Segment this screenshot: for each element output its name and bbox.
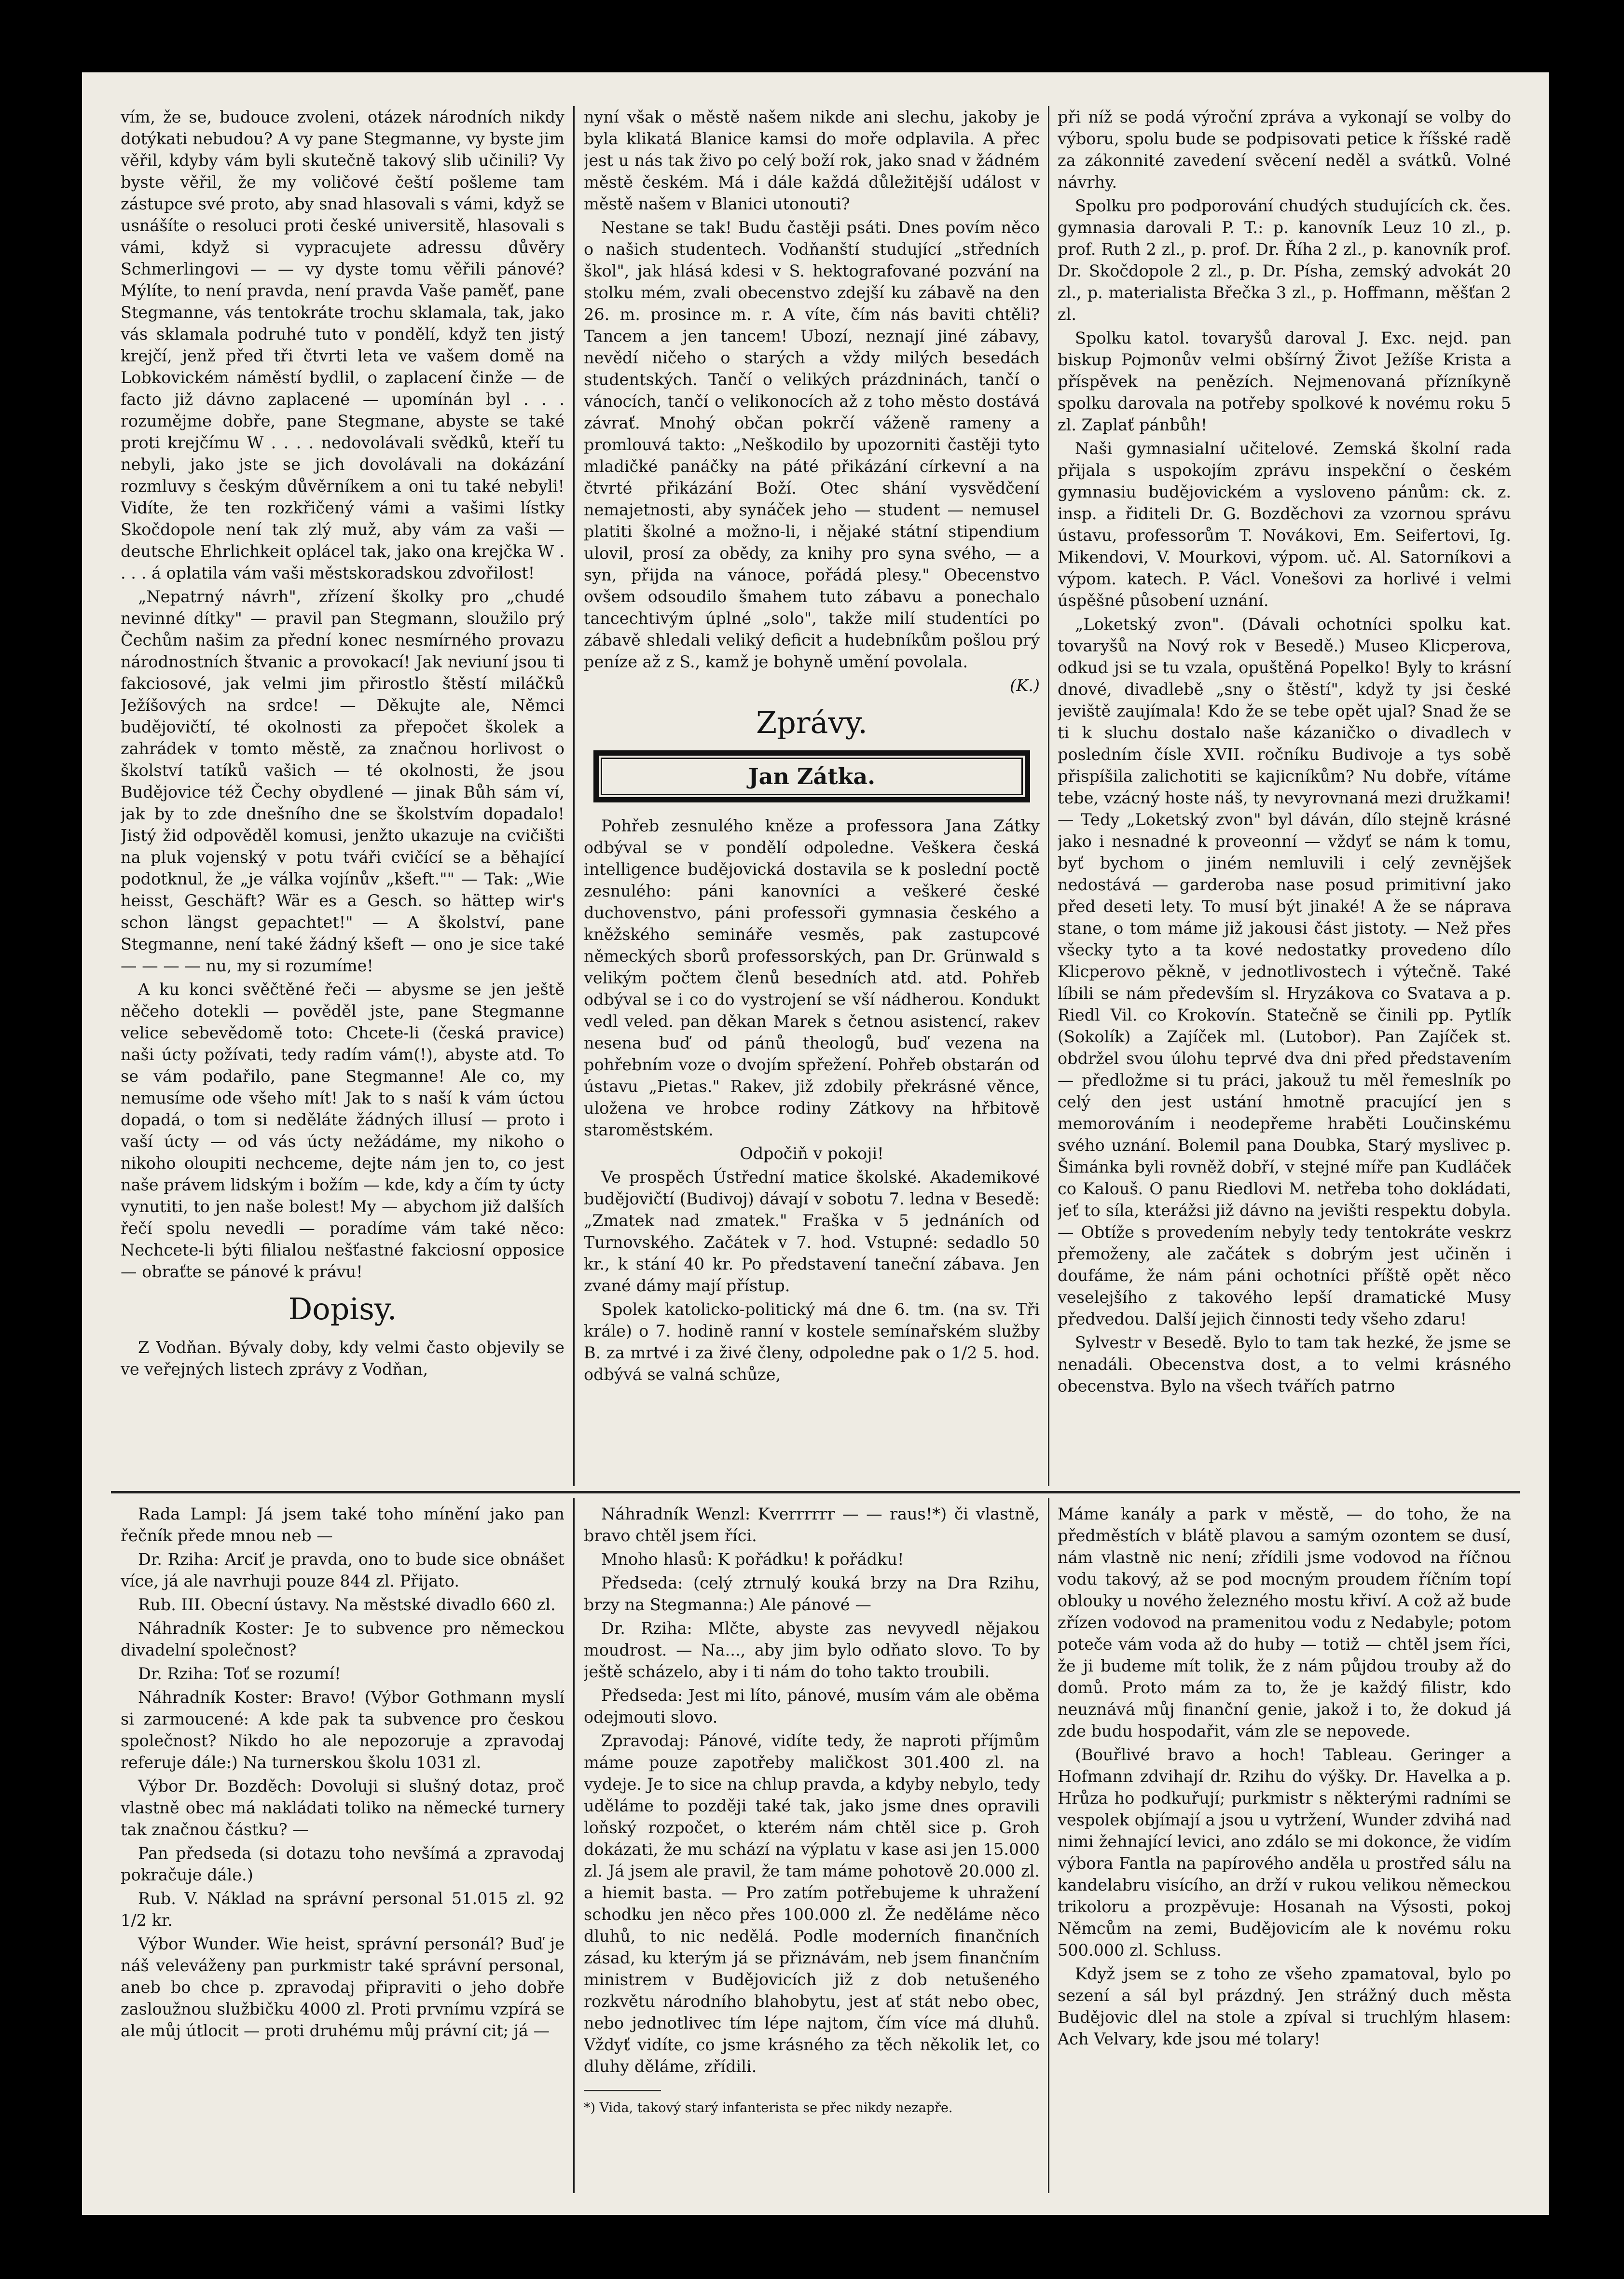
article-column-2 <box>584 106 1040 1486</box>
news-paragraph: Spolek katolicko-politický má dne 6. tm. (na sv. Tři krále) o 7. hodině ranní v kostele semínařském služby B. za mrtvé i za živé členy, odpoledne pak o 1/2 5. hod. odbývá se valná schůze, <box>584 1300 1040 1384</box>
dialogue-line: Předseda: (celý ztrnulý kouká brzy na Dra Rzihu, brzy na Stegmanna:) Ale pánové — <box>584 1574 1040 1614</box>
footnote-rule <box>584 2090 661 2091</box>
section-heading-zpravy: Zprávy. <box>756 705 867 740</box>
news-paragraph: Spolku katol. tovaryšů daroval J. Exc. nejd. pan biskup Pojmonův velmi obšírný Život Ježíše Krista a příspěvek na penězích. Nejmenovaná přízníkyně spolku darovala na potřeby spolkové k novému roku 5 zl. Zaplať pánbůh! <box>1058 329 1511 434</box>
news-paragraph: Spolku pro podporování chudých studujících ck. čes. gymnasia darovali P. T.: p. kanovník Leuz 10 zl., p. prof. Ruth 2 zl., p. prof. Dr. Říha 2 zl., p. kanovník prof. Dr. Skočdopole 2 zl., p. Dr. Písha, zemský advokát 20 zl., p. materialista Břečka 3 zl., p. Hoffmann, měšťan 2 zl. <box>1058 196 1511 324</box>
dialogue-line: Náhradník Koster: Bravo! (Výbor Gothmann myslí si zarmoucené: A kde pak ta subvence pro českou společnost? Nikdo ho ale nepozoruje a zpravodaj referuje dále:) Na turnerskou školu 1031 zl. <box>121 1688 564 1772</box>
dialogue-line: (Bouřlivé bravo a hoch! Tableau. Geringer a Hofmann zdvihají dr. Rzihu do výšky. Dr. Havelka a p. Hrůza ho podkuřují; purkmistr s některými radními se vespolek objímají a jsou u vytržení, Wunder zdvihá nad nimi žehnající levici, ano zdálo se mi dokonce, že vidím výbora Fantla na papírového anděla u prostřed sálu na kandelabru visícího, an drží v rukou velikou německou trikoloru a prozpěvuje: Hosanah na Výsosti, pokoj Němcům na zemi, Budějovicím ale k novému roku 500.000 zl. Schluss. <box>1058 1745 1511 1960</box>
dialogue-line: Výbor Dr. Bozděch: Dovoluji si slušný dotaz, proč vlastně obec má nakládati toliko na německé turnery tak značnou částku? — <box>121 1777 564 1839</box>
feuilleton-column-3 <box>1058 1503 1511 2198</box>
obituary-title: Jan Zátka. <box>601 758 1023 795</box>
article-column-1 <box>121 106 564 1486</box>
article-paragraph: Nestane se tak! Budu častěji psáti. Dnes povím něco o našich studentech. Vodňanští studující „středních škol", jak hlásá kdesi v S. hektografované pozvání na stolku mém, zvali obecenstvo zdejší ku zábavě na den 26. m. prosince m. r. A víte, čím nás baviti chtěli? Tancem a jen tancem! Ubozí, neznají jiné zábavy, nevědí ničeho o starých a vždy milých besedách studentských. Tančí o velikých prázdninách, tančí o vánocích, tančí o velikonocích až z toho město dostává závrať. Mnohý občan pokrčí váženě rameny a promlouvá takto: „Neškodilo by upozorniti častěji tyto mladičké panáčky na páté přikázání církevní a na čtvrté přikázání Boží. Otec shání vysvědčení nemajetnosti, aby synáček jeho — student — nemusel platiti školné a možno-li, i nějaké státní stipendium ulovil, prosí za obědy, za knihy pro syna svého, — a syn, přijda na vánoce, pořádá plesy." Obecenstvo ovšem odsoudilo šmahem tuto zábavu a ponechalo tancechtivým úplné „solo", takže milí studentíci po zábavě shledali veliký deficit a hudebníkům pošlou prý peníze až z S., kamž je bohyně umění povolala. <box>584 218 1040 671</box>
dialogue-line: Náhradník Koster: Je to subvence pro německou divadelní společnost? <box>121 1619 564 1659</box>
news-paragraph: Naši gymnasialní učitelové. Zemská školní rada přijala s uspokojím zprávu inspekční o českém gymnasiu budějovickém a vysloveno pánům: ck. z. insp. a řiditeli Dr. G. Bozděchovi za vzornou správu ústavu, professorům T. Novákovi, Em. Seifertovi, Ig. Mikendovi, V. Mourkovi, výpom. uč. Al. Satorníkovi a výpom. katech. P. Václ. Vonešovi za horlivé i velmi úspěšné působení uznání. <box>1058 439 1511 610</box>
footnote: *) Vida, takový starý infanterista se přec nikdy nezapře. <box>584 2100 953 2115</box>
column-rule-1 <box>573 106 575 1486</box>
news-paragraph: „Loketský zvon". (Dávali ochotníci spolku kat. tovaryšů na Nový rok v Besedě.) Museo Klicperova, odkud jsi se tu vzala, opuštěná Popelko! Byly to krásní dnové, divadlebě „sny o štěstí", když ty jsi české jeviště zaujímala! Kdo že se tebe opět ujal? Snad že se ti k sluchu dostalo naše kázaničko o divadlech v posledním čísle XVII. ročníku Budivoje a tys sobě přispíšila zalichotiti se kajicníkům? Nu dobře, vítáme tebe, vzácný hoste náš, ty nevyrovnaná mezi družkami! — Tedy „Loketský zvon" byl dáván, dílo stejně krásné jako i nesnadné k proveonní — vždyť se nám k tomu, byť bychom o jiném nemluvili i celý zevnějšek nedostává — garderoba nase posud primitivní jako před deseti lety. To musí být jinaké! A že se náprava stane, o tom máme již jakousi část jistoty. — Než přes všecky tyto a ta kové nedostatky provedeno dílo Klicperovo pěkně, v jednotlivostech i výtečně. Také líbili se nám především sl. Hryzákova co Svatava a p. Riedl Vil. co Krokovín. Statečně se činili pp. Pytlík (Sokolík) a Zajíček ml. (Lutobor). Pan Zajíček st. obdržel svou úlohu teprvé dva dni před představením — předložme si tu práci, jakouž tu měl řemeslník po celý den jest ustání hmotně pracující jen s memorováním i neodepřeme hraběti Loučinskému svého uznání. Bolemil pana Doubka, Starý myslivec p. Šimánka byli rovněž dobří, v stejné míře pan Kudláček co Kalouš. O panu Riedlovi M. netřeba toho dokládati, jeť to síla, kterážsi již dávno na jevišti respektu dobyla. — Obtíže s provedením nebyly tedy tentokráte veskrz přemoženy, ale začátek s dobrým jest učiněn i doufáme, že nám páni ochotníci příště opět něco veselejšího z takového lepší dramatické Musy předvedou. Další jejich činnosti tedy všeho zdaru! <box>1058 615 1511 1328</box>
obituary-frame <box>593 750 1030 802</box>
dialogue-line: Pan předseda (si dotazu toho nevšímá a zpravodaj pokračuje dále.) <box>121 1844 564 1884</box>
column-rule-2 <box>1048 106 1049 1486</box>
article-paragraph: vím, že se, budouce zvoleni, otázek národních nikdy dotýkati nebudou? A vy pane Stegmanne, vy byste jim věřil, kdyby vám byli skutečně takový slib učinili? Vy byste věřil, že my voličové čeští pošleme tam zástupce své proto, aby snad hlasovali s vámi, když se usnášíte o resoluci proti české universitě, hlasovali s vámi, když si vypracujete adressu důvěry Schmerlingovi — — vy dyste tomu věřili pánové? Mýlíte, to není pravda, není pravda Vaše paměť, pane Stegmanne, vás tentokráte trochu sklamala, tak, jako vás sklamala podruhé tuto v pondělí, když ten jistý krejčí, jenž před tři čtvrti leta ve vašem domě na Lobkovickém náměstí bydlil, o zaplacení činže — de facto již dávno zaplacené — upomínán byl . . . rozumějme dobře, pane Stegmane, abyste se také proti krejčímu W . . . . nedovolávali svědků, kteří tu nebyli, jako jste se jich dovolávali na dokázání rozmluvy s českým důvěrníkem a oni tu také nebyli! Vidíte, že ten rozkřičený vámi a vašimi lístky Skočdopole není tak zlý muž, aby vám za vaši — deutsche Ehrlichkeit oplácel tak, jako ona krejčka W . . . . á oplatila vám vaši městskoradskou zdvořilost! <box>121 108 564 582</box>
news-paragraph: Sylvestr v Besedě. Bylo to tam tak hezké, že jsme se nenadáli. Obecenstva dost, a to velmi krásného obecenstva. Bylo na všech tvářích patrno <box>1058 1333 1511 1395</box>
dialogue-line: Mnoho hlasů: K pořádku! k pořádku! <box>601 1550 904 1569</box>
news-paragraph: při níž se podá výroční zpráva a vykonají se volby do výboru, spolu bude se podpisovati petice k říšské radě za zákonnité zavedení svěcení neděl a svátků. Volné návrhy. <box>1058 108 1511 192</box>
dialogue-line: Dr. Rziha: Toť se rozumí! <box>138 1664 341 1683</box>
article-paragraph: A ku konci svěčtěné řeči — abysme se jen ještě něčeho dotekli — pověděl jste, pane Stegmanne velice sebevědomě toto: Chcete-li (česká pravice) naši úcty požívati, tedy radím vám(!), abyste atd. To se vám podařilo, pane Stegmanne! Ale co, my nemusíme ode všeho mít! Jak to s naší k vám úctou dopadá, o tom si neděláte žádných illusí — proto i vaší úcty — od vás úcty nežádáme, my nikoho o nikoho oloupiti nechceme, dejte nám jen to, co jest naše právem lidským i božím — kde, kdy a čím ty úcty vynutiti, to jen naše bolest! My — abychom již dalších řečí spolu nevedli — poradíme vám také něco: Nechcete-li býti filialou nešťastné fakciosní opposice — obraťte se pánové k právu! <box>121 980 564 1281</box>
dialogue-line: Máme kanály a park v městě, — do toho, že na předměstích v blátě plavou a samým ozontem se dusí, nám vlastně nic není; zřídili jsme vodovod na říčnou vodu takový, až se pod mocným proudem říčním topí oblouky u nového železného mostu křiví. A což až bude zřízen vodovod na pramenitou vodu z Nedabyle; potom poteče vám voda až do huby — totiž — chtěl jsem říci, že ji budeme mít tolik, že z nám půjdou trouby až do domů. Proto mám za to, že je každý filistr, kdo neuznává můj finanční genie, jakož i to, že dokud já zde budu hospodařit, vám zle se nepovede. <box>1058 1505 1511 1740</box>
newspaper-page <box>82 72 1549 2215</box>
dialogue-line: Rub. V. Náklad na správní personal 51.015 zl. 92 1/2 kr. <box>121 1889 564 1930</box>
feuilleton-column-2 <box>584 1503 1040 2198</box>
article-signature: (K.) <box>1010 676 1040 695</box>
news-paragraph: Ve prospěch Ústřední matice školské. Akademikové budějovičtí (Budivoj) dávají v sobotu 7. ledna v Besedě: „Zmatek nad zmatek." Fraška v 5 jednáních od Turnovského. Začátek v 7. hod. Vstupné: sedadlo 50 kr., k stání 40 kr. Po představení taneční zábava. Jen zvané dámy mají přístup. <box>584 1168 1040 1295</box>
feuilleton-column-rule-1 <box>573 1498 575 2193</box>
dialogue-line: Dr. Rziha: Mlčte, abyste zas nevyvedl nějakou moudrost. — Na..., aby jim bylo odňato slovo. To by ještě scházelo, aby i ti nám do toho takto troubili. <box>584 1619 1040 1681</box>
news-paragraph: Odpočiň v pokoji! <box>740 1144 884 1163</box>
dialogue-line: Rub. III. Obecní ústavy. Na městské divadlo 660 zl. <box>138 1595 556 1614</box>
dialogue-line: Náhradník Wenzl: Kverrrrrr — — raus!*) či vlastně, bravo chtěl jsem říci. <box>584 1505 1040 1545</box>
dialogue-line: Rada Lampl: Já jsem také toho mínění jako pan řečník přede mnou neb — <box>121 1505 564 1545</box>
feuilleton-separator <box>111 1491 1520 1493</box>
dialogue-line: Dr. Rziha: Arciť je pravda, ono to bude sice obnášet více, já ale navrhuji pouze 844 zl. Přijato. <box>121 1550 564 1590</box>
feuilleton-column-rule-2 <box>1048 1498 1049 2193</box>
feuilleton-column-1 <box>121 1503 564 2198</box>
article-paragraph: „Nepatrný návrh", zřízení školky pro „chudé nevinné dítky" — pravil pan Stegmann, sloužilo prý Čechům našim za přední konec nesmírného provazu národnostních štvanic a provokací! Jak neviuní jsou ti fakciosové, jak velmi jim přirostlo štěstí miláčků Ježíšových na srdce! — Děkujte ale, Němci budějovičtí, té okolnosti za přepočet školek a zahrádek v tomto městě, za značnou horlivost o školství tatíků vašich — té okolnosti, že jsou Budějovice též Čechy obydlené — jinak Bůh sám ví, jak by to zde dnešního dne se školstvím dopadalo! Jistý žid odpověděl komusi, jenžto ukazuje na cvičišti na pluk vojenský v potu tváři cvičící se a běhající podotknul, že „je válka vojínův „kšeft."" — Tak: „Wie heisst, Geschäft? Wär es a Gesch. so hättep wir's schon längst gepachtet!" — A školství, pane Stegmanne, není také žádný kšeft — ono je sice také — — — — nu, my si rozumíme! <box>121 587 564 975</box>
article-paragraph: Z Vodňan. Bývaly doby, kdy velmi často objevily se ve veřejných listech zprávy z Vodňan, <box>121 1338 564 1379</box>
dialogue-line: Zpravodaj: Pánové, vidíte tedy, že naproti příjmům máme pouze zapotřeby maličkost 301.400 zl. na vydeje. Je to sice na chlup pravda, a kdyby nebylo, tedy uděláme to později také tak, jako jsme dnes opravili loňský rozpočet, o kterém nám chtěl sice p. Groh dokázati, že mu schází na výplatu v kase asi jen 15.000 zl. Já jsem ale pravil, že tam máme pohotově 20.000 zl. a hiemit basta. — Pro zatím potřebujeme k uhražení schodku jen něco přes 100.000 zl. Že neděláme něco dluhů, to nic nedělá. Podle moderních finančních zásad, ku kterým já se přiznávám, neb jsem finančním ministrem v Budějovicích již z dob netušeného rozkvětu národního blahobytu, jest ať stát nebo obec, nebo jednotlivec tím lépe najtom, čím více má dluhů. Vždyť vidíte, co jsme krásného za těch několik let, co dluhy děláme, zřídili. <box>584 1731 1040 2076</box>
dialogue-line: Když jsem se z toho ze všeho zpamatoval, bylo po sezení a sál byl prázdný. Jen strážný duch města Budějovic dlel na stole a zpíval si truchlým hlasem: Ach Velvary, kde jsou mé tolary! <box>1058 1964 1511 2048</box>
section-heading-dopisy: Dopisy. <box>288 1291 397 1326</box>
article-column-3 <box>1058 106 1511 1486</box>
dialogue-line: Výbor Wunder. Wie heist, správní personál? Buď je náš veleváženy pan purkmistr také správní personal, aneb bo chce p. zpravodaj připraviti o jeho dobře zasloužnou službičku 4000 zl. Proti prvnímu vzpírá se ale můj útlocit — proti druhému můj právní cit; já — <box>121 1934 564 2040</box>
article-paragraph: nyní však o městě našem nikde ani slechu, jakoby je byla klikatá Blanice kamsi do moře odplavila. A přec jest u nás tak živo po celý boží rok, jako snad v žádném městě českém. Má i dále každá důležitější událost v městě našem v Blanici utonouti? <box>584 108 1040 213</box>
dialogue-line: Předseda: Jest mi líto, pánové, musím vám ale oběma odejmouti slovo. <box>584 1686 1040 1727</box>
news-paragraph: Pohřeb zesnulého kněze a professora Jana Zátky odbýval se v pondělí odpoledne. Veškera česká intelligence budějovická dostavila se k poslední poctě zesnulého: páni kanovníci a veškeré české duchovenstvo, páni professoři gymnasia českého a kněžského semináře vesměs, pak zastupcové německých sborů professorských, pan Dr. Grünwald s velikým počtem členů besedních atd. atd. Pohřeb odbýval se i co do vystrojení se vší nádherou. Kondukt vedl veled. pan děkan Marek s četnou asistencí, rakev nesena buď od pánů theologů, buď vezena na pohřebním voze o dvojím spřežení. Pohřeb obstarán od ústavu „Pietas." Rakev, již zdobily překrásné věnce, uložena ve hrobce rodiny Zátkovy na hřbitově staroměstském. <box>584 816 1040 1139</box>
